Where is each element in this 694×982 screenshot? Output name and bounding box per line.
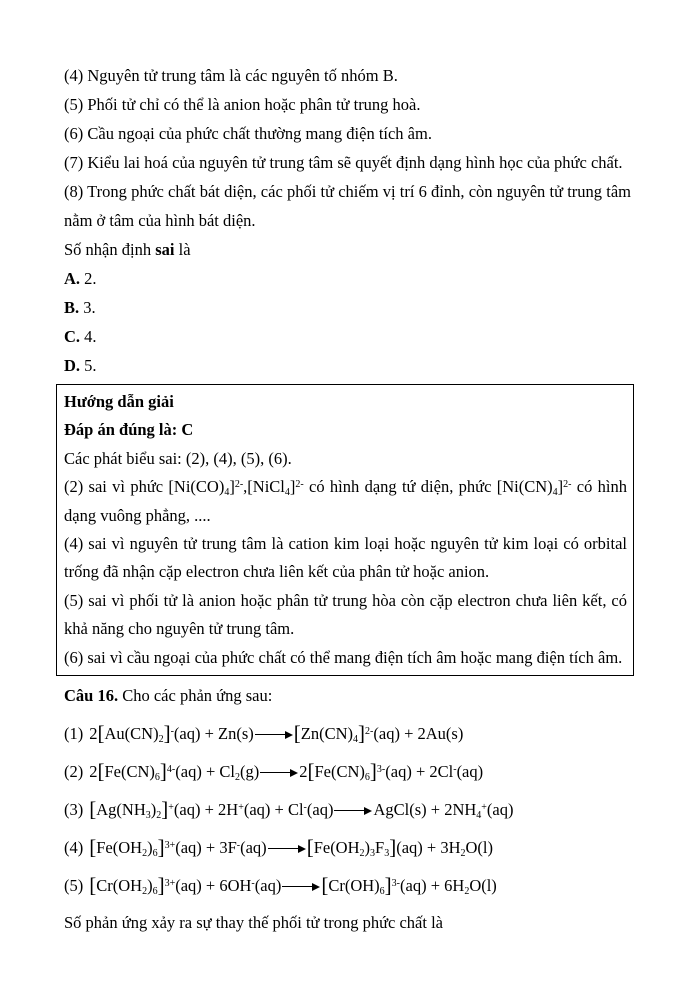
question-stem-text: Số nhận định — [64, 240, 156, 259]
choice-a — [64, 264, 631, 293]
reaction-5 — [64, 871, 631, 900]
explanation-6: (6) sai vì cầu ngoại của phức chất có thể mang điện tích âm hoặc mang điện tích âm. — [64, 647, 623, 667]
choice-c — [64, 322, 631, 351]
reaction-3-formula: $[Ag(NH_3)_2]^+(aq) + 2H^+(aq) + Cl^-(aq)$ AgCl(s) + $2NH_4^+(aq)$ — [89, 797, 514, 822]
choice-d — [64, 351, 631, 380]
reaction-arrow-icon — [282, 879, 320, 891]
complex-bracket: [ — [293, 721, 301, 746]
complex-bracket: [ — [321, 873, 329, 898]
complex-bracket: ] — [229, 477, 235, 497]
document-content — [64, 61, 631, 937]
reaction-arrow-icon — [334, 803, 372, 815]
question-16-intro: Cho các phản ứng sau: — [118, 686, 273, 706]
explanation-2: (2) sai vì phức $[Ni(CO)_4]^{2-},[NiCl_4]^{2-}$ có hình dạng tứ diện, phức $[Ni(CN)_4]^{2-}$ có hình dạng vuông phẳng, .... — [64, 477, 627, 525]
question-16-label: Câu 16. — [64, 686, 119, 706]
reaction-2-number: (2) — [64, 762, 84, 782]
complex-bracket: [ — [89, 797, 97, 822]
statement-4: (4) Nguyên tử trung tâm là các nguyên tố nhóm B. — [64, 66, 398, 85]
explanation-4: (4) sai vì nguyên tử trung tâm là cation kim loại hoặc nguyên tử kim loại có orbital trống đã nhận cặp electron chưa liên kết của phân tử hoặc anion. — [64, 534, 627, 582]
choice-b-value: 3. — [83, 298, 96, 317]
reaction-1 — [64, 719, 631, 748]
choice-c-value: 4. — [84, 327, 97, 346]
complex-bracket: [ — [168, 477, 174, 497]
reaction-3-number: (3) — [64, 800, 84, 820]
complex-bracket: ] — [157, 835, 165, 860]
solution-box — [56, 384, 634, 676]
statement-6: (6) Cầu ngoại của phức chất thường mang điện tích âm. — [64, 124, 432, 143]
question-stem-emphasis: sai — [155, 240, 175, 259]
reaction-4-number: (4) — [64, 838, 84, 858]
complex-bracket: ] — [369, 759, 377, 784]
complex-bracket: ] — [163, 721, 171, 746]
statement-8: (8) Trong phức chất bát diện, các phối tử chiếm vị trí 6 đỉnh, còn nguyên tử trung tâm nằm ở tâm của hình bát diện. — [64, 182, 631, 230]
wrong-statements-line: Các phát biểu sai: (2), (4), (5), (6). — [64, 448, 292, 468]
complex-bracket: ] — [157, 873, 165, 898]
reaction-arrow-icon — [260, 765, 298, 777]
complex-bracket: ] — [389, 835, 397, 860]
choice-c-label: C. — [64, 327, 81, 346]
reaction-2 — [64, 757, 631, 786]
complex-bracket: [ — [247, 477, 253, 497]
choice-a-label: A. — [64, 269, 81, 288]
choice-d-value: 5. — [84, 356, 97, 375]
reaction-2-formula: $2[Fe(CN)_6]^{4-}(aq) + Cl_2(g) 2[Fe(CN)_6]^{3-}(aq) + 2Cl^-(aq)$ — [89, 759, 484, 784]
choice-b-label: B. — [64, 298, 80, 317]
reaction-3 — [64, 795, 631, 824]
reaction-1-number: (1) — [64, 724, 84, 744]
choice-d-label: D. — [64, 356, 81, 375]
statement-5: (5) Phối tử chỉ có thể là anion hoặc phân tử trung hoà. — [64, 95, 421, 114]
question-stem-tail: là — [174, 240, 191, 259]
complex-bracket: [ — [89, 835, 97, 860]
question-stem — [64, 235, 631, 264]
reaction-1-formula: $2[Au(CN)_2]^-(aq) + Zn(s) [Zn(CN)_4]^{2-}(aq) + 2Au(s)$ — [89, 721, 464, 746]
complex-bracket: ] — [358, 721, 366, 746]
choice-b — [64, 293, 631, 322]
question-16-closing: Số phản ứng xảy ra sự thay thế phối tử trong phức chất là — [64, 913, 443, 933]
reaction-arrow-icon — [268, 841, 306, 853]
complex-bracket: [ — [307, 759, 315, 784]
complex-bracket: ] — [159, 759, 167, 784]
complex-bracket: ] — [289, 477, 296, 497]
complex-bracket: ] — [384, 873, 392, 898]
reaction-arrow-icon — [255, 727, 293, 739]
solution-heading: Hướng dẫn giải — [64, 392, 174, 411]
correct-answer-line: Đáp án đúng là: C — [64, 420, 194, 440]
complex-bracket: [ — [89, 873, 97, 898]
choice-a-value: 2. — [84, 269, 97, 288]
reaction-4-formula: $[Fe(OH_2)_6]^{3+}(aq) + 3F^-(aq) [Fe(OH_2)_3F_3](aq) + 3H_2O(l)$ — [89, 835, 493, 860]
complex-bracket: [ — [97, 759, 105, 784]
complex-bracket: ] — [557, 477, 564, 497]
complex-bracket: [ — [306, 835, 314, 860]
reaction-4 — [64, 833, 631, 862]
complex-bracket: [ — [496, 477, 503, 497]
reaction-5-formula: $[Cr(OH_2)_6]^{3+}(aq) + 6OH^-(aq) [Cr(OH)_6]^{3-}(aq) + 6H_2O(l)$ — [89, 873, 497, 898]
reaction-5-number: (5) — [64, 876, 84, 896]
explanation-5: (5) sai vì phối tử là anion hoặc phân tử trung hòa còn cặp electron chưa liên kết, có khả năng cho nguyên tử trung tâm. — [64, 590, 627, 639]
complex-bracket: ] — [161, 797, 169, 822]
question-16-header — [64, 681, 631, 710]
complex-bracket: [ — [97, 721, 105, 746]
statement-7: (7) Kiểu lai hoá của nguyên tử trung tâm sẽ quyết định dạng hình học của phức chất. — [64, 153, 623, 172]
